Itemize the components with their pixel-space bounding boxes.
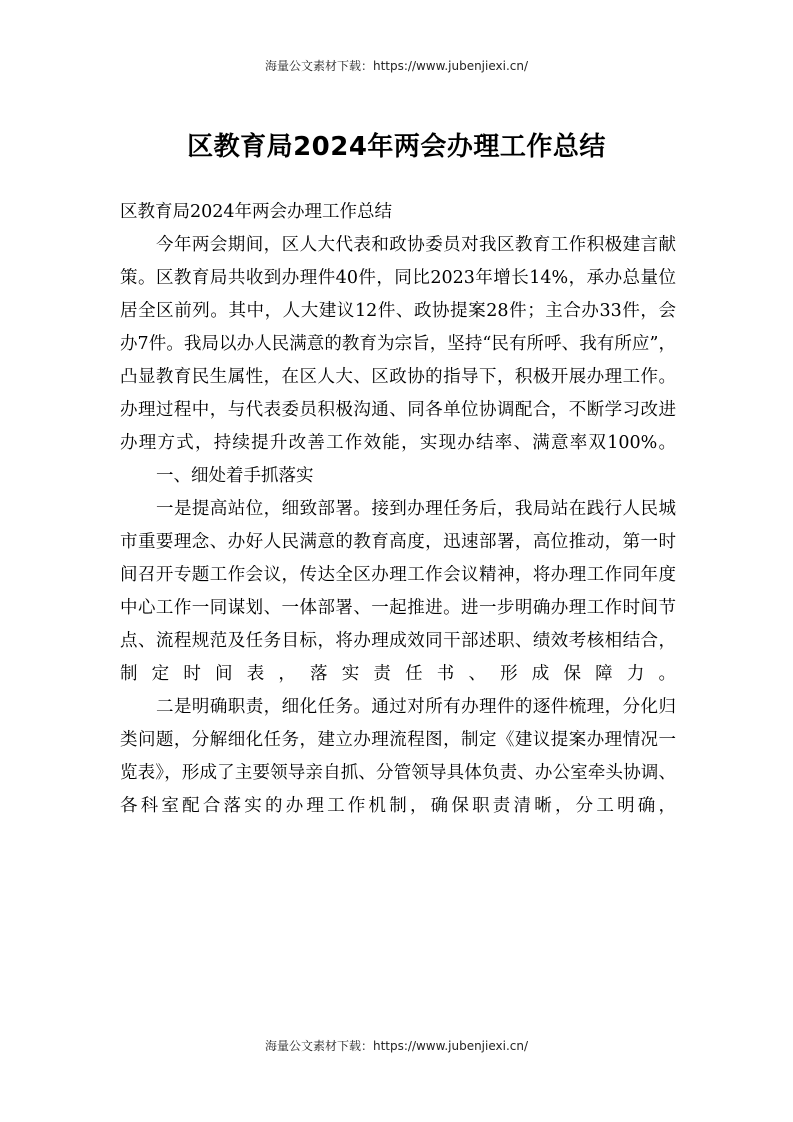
page-header: 海量公文素材下载：https://www.jubenjiexi.cn/	[264, 59, 529, 73]
document-body	[120, 196, 676, 823]
paragraph-point-1: 一是提高站位，细致部署。接到办理任务后，我局站在践行人民城市重要理念、办好人民满意的教育高度，迅速部署，高位推动，第一时间召开专题工作会议，传达全区办理工作会议精神，将办理工作同年度中心工作一同谋划、一体部署、一起推进。进一步明确办理工作时间节点、流程规范及任务目标，将办理成效同干部述职、绩效考核相结合，制定时间表，落实责任书、形成保障力。	[120, 499, 676, 684]
section-heading-1: 一、细处着手抓落实	[156, 466, 314, 486]
paragraph-intro: 今年两会期间，区人大代表和政协委员对我区教育工作积极建言献策。区教育局共收到办理件40件，同比2023年增长14%，承办总量位居全区前列。其中，人大建议12件、政协提案28件；主合办33件，会办7件。我局以办人民满意的教育为宗旨，坚持“民有所呼、我有所应”，凸显教育民生属性，在区人大、区政协的指导下，积极开展办理工作。办理过程中，与代表委员积极沟通、同各单位协调配合，不断学习改进办理方式，持续提升改善工作效能，实现办结率、满意率双100%。	[120, 235, 676, 453]
page-footer: 海量公文素材下载：https://www.jubenjiexi.cn/	[264, 1039, 529, 1053]
document-subtitle: 区教育局2024年两会办理工作总结	[120, 202, 393, 222]
paragraph-point-2: 二是明确职责，细化任务。通过对所有办理件的逐件梳理，分化归类问题，分解细化任务，建立办理流程图，制定《建议提案办理情况一览表》，形成了主要领导亲自抓、分管领导具体负责、办公室牵头协调、各科室配合落实的办理工作机制，确保职责清晰，分工明确，	[120, 697, 676, 816]
document-title: 区教育局2024年两会办理工作总结	[187, 132, 606, 162]
